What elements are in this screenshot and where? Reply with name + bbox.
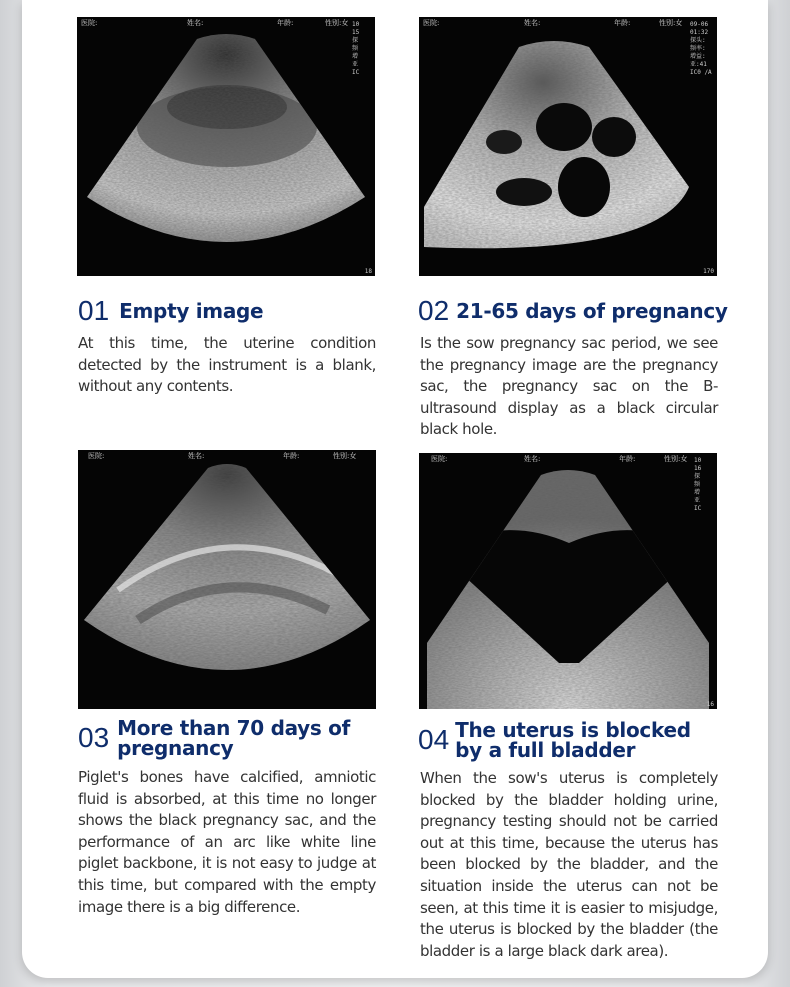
scan-footer: 18 <box>364 268 372 275</box>
section-03-text: Piglet's bones have calcified, amniotic fluid is absorbed, at this time no longer shows the black pregnancy sac, and the performance of an arc like white line piglet backbone, it is not easy to judge at this time, but compared with the empty image there is a big difference. <box>78 768 376 916</box>
scan-header: 医院: 姓名: 年龄: 性别:女 <box>88 452 357 460</box>
section-01-text: At this time, the uterine condition detected by the instrument is a blank, without any contents. <box>78 334 376 396</box>
ultrasound-image-over-70-days <box>78 450 376 709</box>
ultrasound-image-empty <box>77 17 375 276</box>
ultrasound-image-full-bladder <box>419 453 717 709</box>
section-number: 01 <box>78 295 110 326</box>
section-title: The uterus is blocked by a full bladder <box>455 718 691 762</box>
section-01-heading <box>78 296 378 326</box>
section-02-text: Is the sow pregnancy sac period, we see the pregnancy image are the pregnancy sac, the pregnancy sac on the B-ultrasound display as a black circular black hole. <box>420 334 718 439</box>
scan-sidebar: 10 16 探 频 增 亚 IC <box>694 457 702 512</box>
ultrasound-image-pregnancy-sac <box>419 17 717 276</box>
section-04-heading <box>418 716 738 764</box>
section-title: 21-65 days of pregnancy <box>456 299 728 323</box>
section-03-heading <box>78 716 378 760</box>
scan-header: 医院: 姓名: 年龄: 性别:女 <box>431 455 688 463</box>
section-title: Empty image <box>119 299 264 323</box>
scan-header: 医院: 姓名: 年龄: 性别:女 <box>81 19 349 27</box>
section-number: 04 <box>418 724 450 755</box>
section-04-text: When the sow's uterus is completely blocked by the bladder holding urine, pregnancy testing should not be carried out at this time, because the uterus has been blocked by the bladder, and the situation inside the uterus can not be seen, at this time it is easier to misjudge, the uterus is blocked by the bladder (the bladder is a large black dark area). <box>420 769 718 960</box>
scan-header: 医院: 姓名: 年龄: 性别:女 <box>423 19 683 27</box>
section-02-heading <box>418 296 738 326</box>
scan-footer: 16 <box>706 701 714 708</box>
scan-sidebar: 09-06 01:32 探头: 频率: 增益: 亚:41 IC0 /A <box>690 21 712 76</box>
section-title: More than 70 days of pregnancy <box>117 716 351 760</box>
section-number: 02 <box>418 295 450 326</box>
scan-footer: 170 <box>703 268 714 275</box>
scan-sidebar: 10 15 探 频 增 亚 IC <box>352 21 360 76</box>
section-number: 03 <box>78 722 110 753</box>
